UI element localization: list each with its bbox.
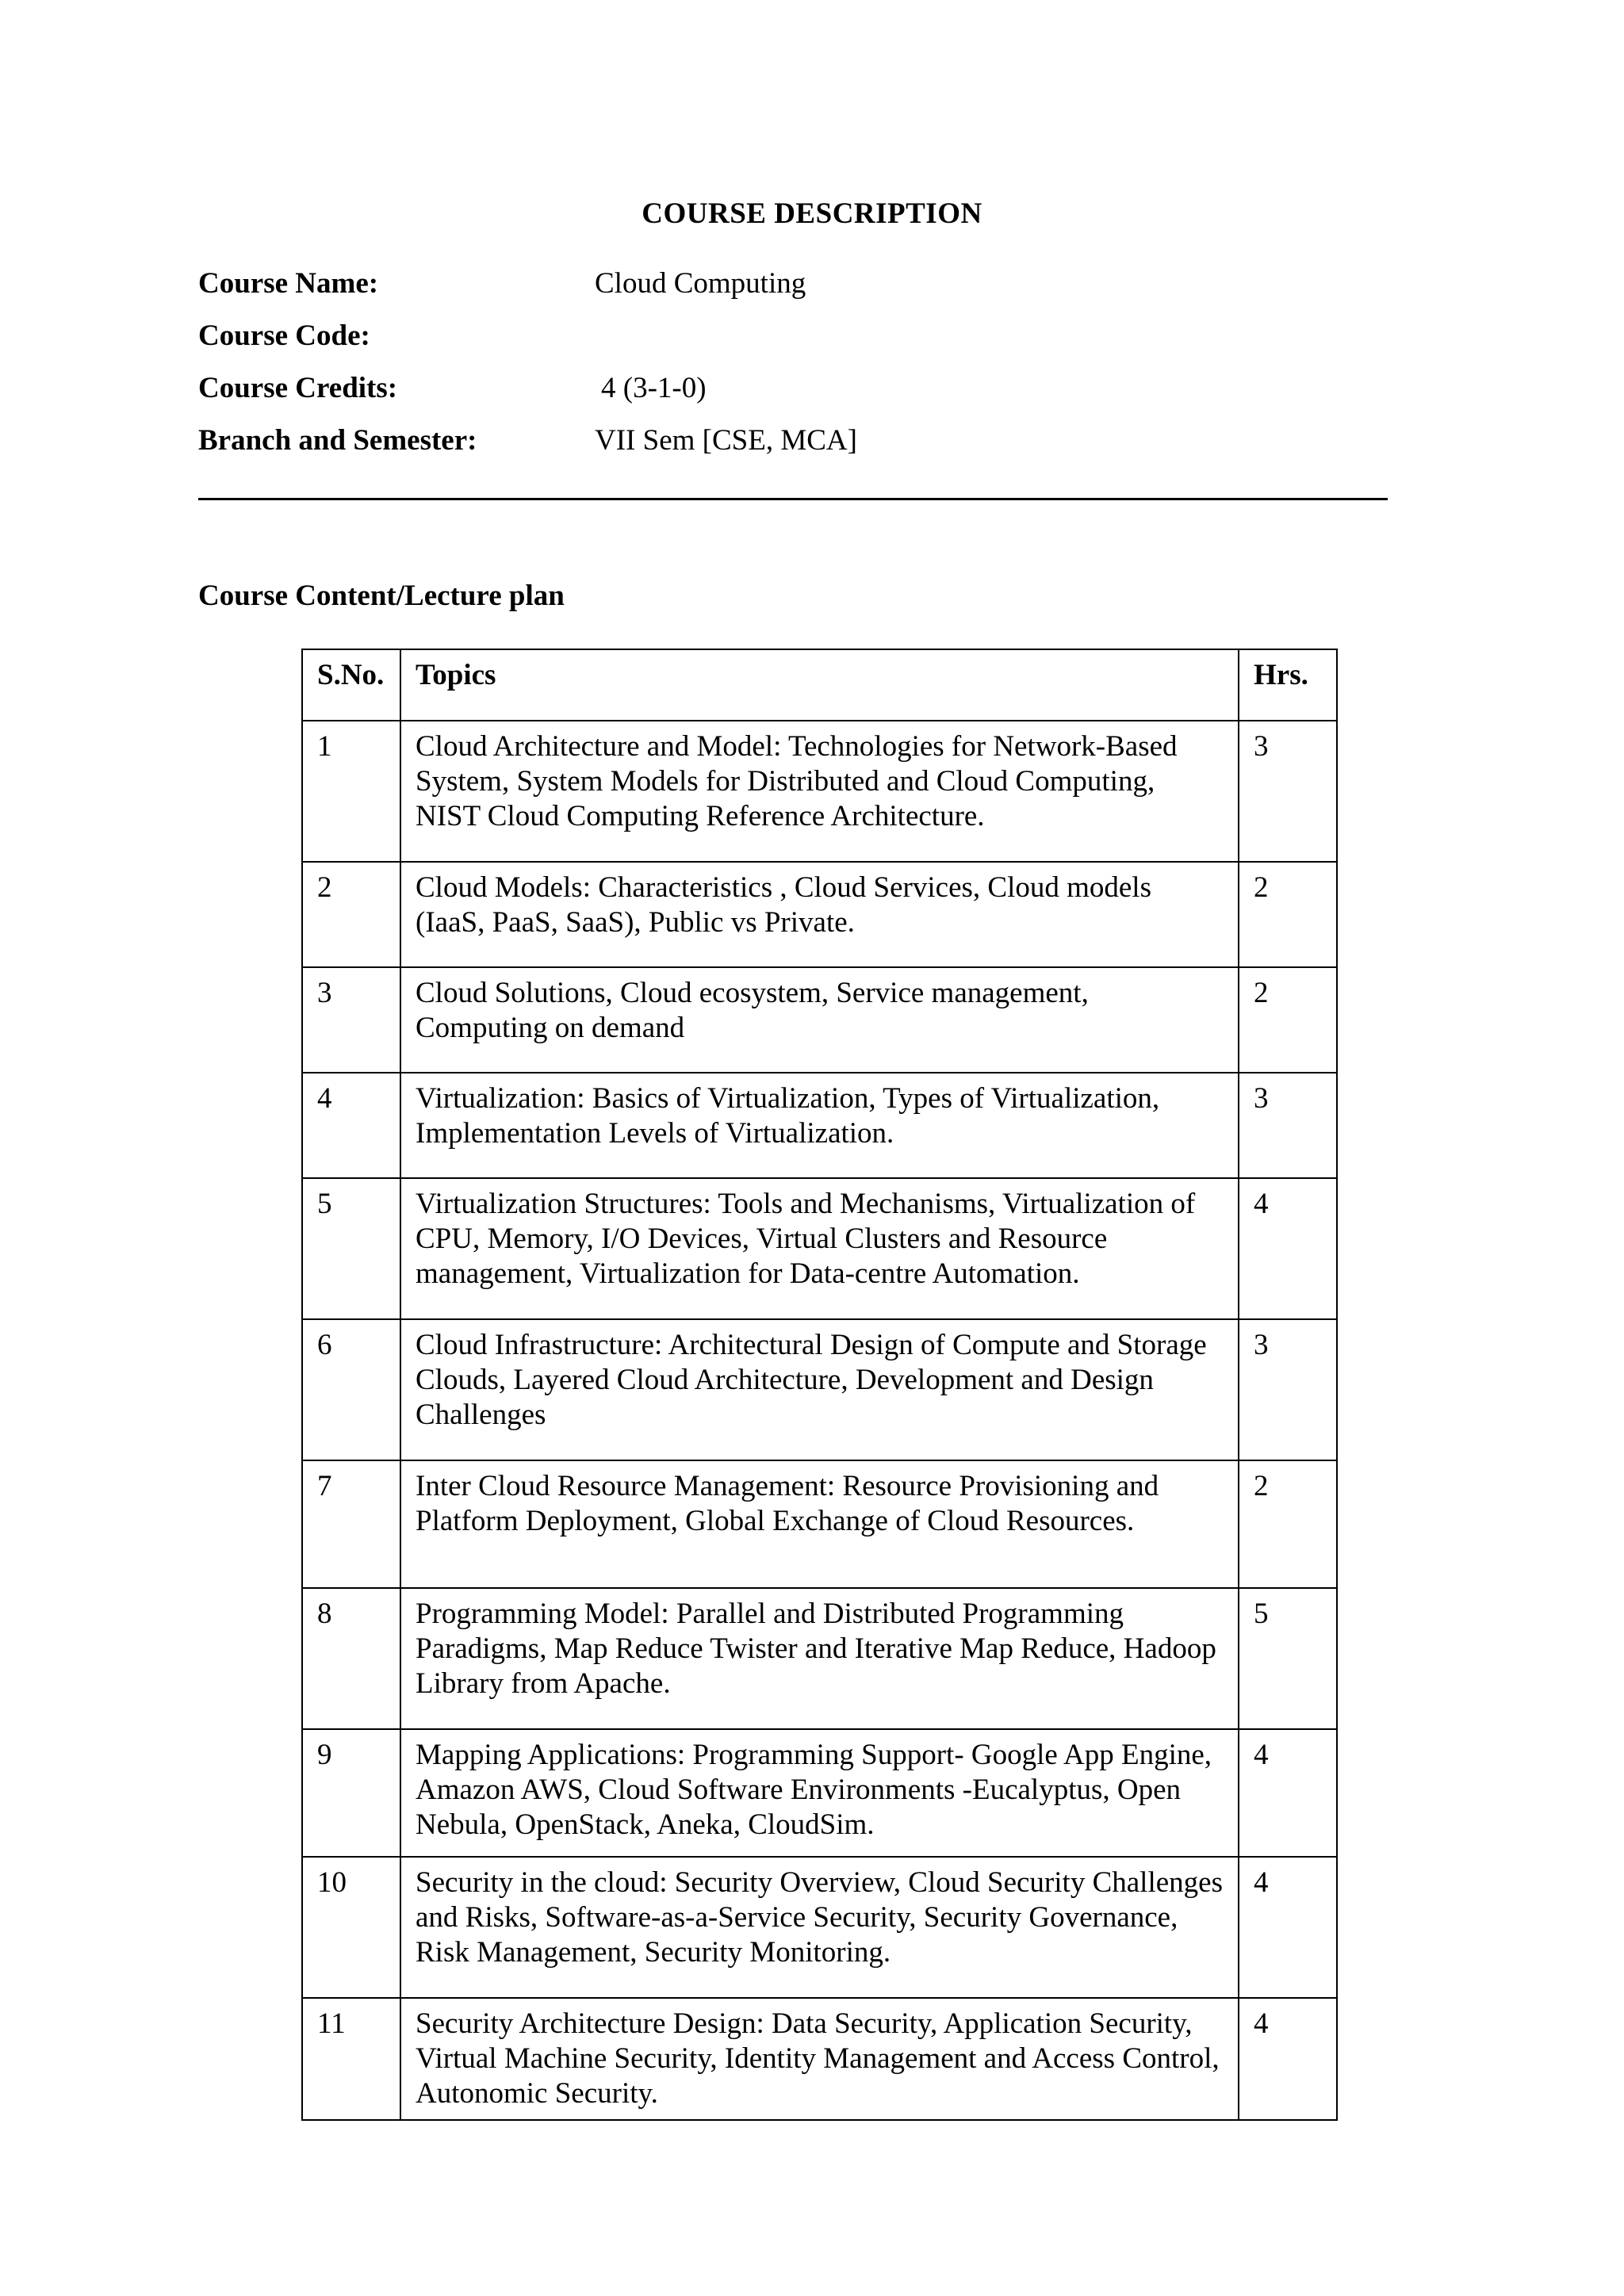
row-sno: 2 — [302, 862, 400, 967]
row-sno: 9 — [302, 1729, 400, 1857]
table-row — [302, 1178, 1337, 1319]
row-topic: Cloud Models: Characteristics , Cloud Services, Cloud models (IaaS, PaaS, SaaS), Public vs Private. — [400, 862, 1239, 967]
row-hrs: 2 — [1239, 1460, 1337, 1588]
row-sno: 3 — [302, 967, 400, 1073]
row-hrs: 3 — [1239, 721, 1337, 862]
table-row — [302, 1729, 1337, 1857]
row-hrs: 4 — [1239, 1998, 1337, 2120]
row-topic: Mapping Applications: Programming Support- Google App Engine, Amazon AWS, Cloud Software Environments -Eucalyptus, Open Nebula, OpenStack, Aneka, CloudSim. — [400, 1729, 1239, 1857]
row-topic: Cloud Architecture and Model: Technologies for Network-Based System, System Models for Distributed and Cloud Computing, NIST Cloud Computing Reference Architecture. — [400, 721, 1239, 862]
row-topic: Virtualization: Basics of Virtualization, Types of Virtualization, Implementation Levels of Virtualization. — [400, 1073, 1239, 1178]
row-topic: Security in the cloud: Security Overview, Cloud Security Challenges and Risks, Software-as-a-Service Security, Security Governance, Risk Management, Security Monitoring. — [400, 1857, 1239, 1998]
table-row — [302, 1998, 1337, 2120]
course-code-label: Course Code: — [198, 320, 370, 352]
table-row — [302, 1319, 1337, 1460]
row-sno: 4 — [302, 1073, 400, 1178]
course-credits-label: Course Credits: — [198, 372, 398, 404]
lecture-plan-table — [301, 649, 1338, 2121]
branch-semester-value: VII Sem [CSE, MCA] — [595, 424, 857, 457]
row-sno: 10 — [302, 1857, 400, 1998]
table-row — [302, 1460, 1337, 1588]
row-sno: 7 — [302, 1460, 400, 1588]
row-topic: Inter Cloud Resource Management: Resource Provisioning and Platform Deployment, Global Exchange of Cloud Resources. — [400, 1460, 1239, 1588]
row-topic: Programming Model: Parallel and Distributed Programming Paradigms, Map Reduce Twister and Iterative Map Reduce, Hadoop Library from Apache. — [400, 1588, 1239, 1729]
course-credits-value: 4 (3-1-0) — [601, 372, 707, 404]
table-row — [302, 1588, 1337, 1729]
row-hrs: 4 — [1239, 1178, 1337, 1319]
row-hrs: 2 — [1239, 967, 1337, 1073]
header-topics: Topics — [400, 649, 1239, 721]
row-hrs: 5 — [1239, 1588, 1337, 1729]
row-hrs: 3 — [1239, 1073, 1337, 1178]
table-row — [302, 721, 1337, 862]
row-hrs: 4 — [1239, 1729, 1337, 1857]
document-title: COURSE DESCRIPTION — [642, 197, 982, 230]
row-topic: Cloud Infrastructure: Architectural Design of Compute and Storage Clouds, Layered Cloud Architecture, Development and Design Challenges — [400, 1319, 1239, 1460]
course-name-value: Cloud Computing — [595, 267, 806, 300]
course-name-label: Course Name: — [198, 267, 379, 300]
row-sno: 8 — [302, 1588, 400, 1729]
row-sno: 5 — [302, 1178, 400, 1319]
row-topic: Security Architecture Design: Data Security, Application Security, Virtual Machine Security, Identity Management and Access Control, Autonomic Security. — [400, 1998, 1239, 2120]
row-sno: 6 — [302, 1319, 400, 1460]
table-row — [302, 862, 1337, 967]
row-topic: Cloud Solutions, Cloud ecosystem, Service management, Computing on demand — [400, 967, 1239, 1073]
row-sno: 1 — [302, 721, 400, 862]
row-topic: Virtualization Structures: Tools and Mechanisms, Virtualization of CPU, Memory, I/O Devices, Virtual Clusters and Resource management, Virtualization for Data-centre Automation. — [400, 1178, 1239, 1319]
row-hrs: 3 — [1239, 1319, 1337, 1460]
row-hrs: 4 — [1239, 1857, 1337, 1998]
table-row — [302, 1857, 1337, 1998]
header-sno: S.No. — [302, 649, 400, 721]
table-row — [302, 1073, 1337, 1178]
row-sno: 11 — [302, 1998, 400, 2120]
row-hrs: 2 — [1239, 862, 1337, 967]
table-header-row — [302, 649, 1337, 721]
branch-semester-label: Branch and Semester: — [198, 424, 477, 457]
section-title: Course Content/Lecture plan — [198, 580, 565, 612]
header-hrs: Hrs. — [1239, 649, 1337, 721]
table-row — [302, 967, 1337, 1073]
horizontal-divider — [198, 498, 1388, 500]
